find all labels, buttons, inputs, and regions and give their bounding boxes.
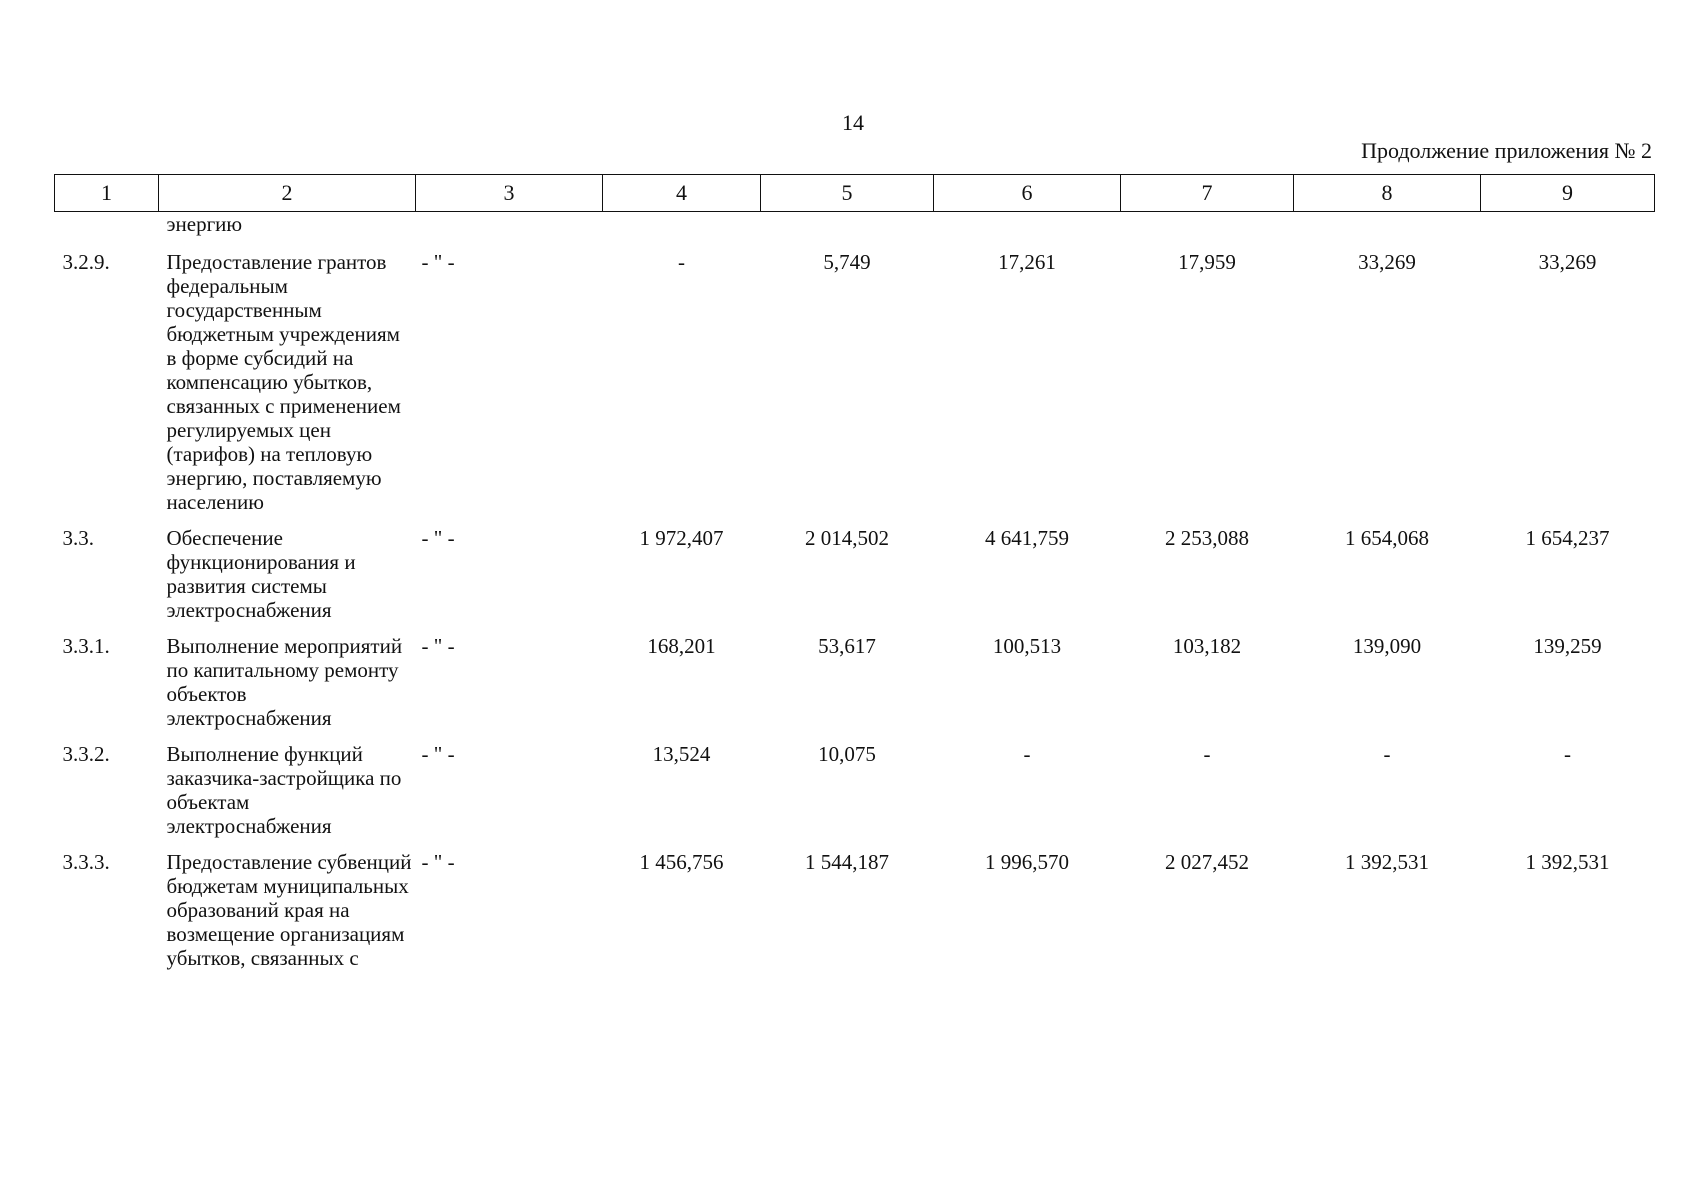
- column-header: 4: [603, 175, 761, 212]
- row-value: 1 392,531: [1525, 850, 1610, 874]
- column-header: 6: [934, 175, 1121, 212]
- row-value: 2 014,502: [805, 526, 889, 550]
- table-row: [55, 742, 1655, 850]
- row-value: -: [1203, 742, 1211, 766]
- column-header: 2: [159, 175, 416, 212]
- row-value: 1 544,187: [805, 850, 889, 874]
- row-value: 1 654,068: [1345, 526, 1429, 550]
- appendix-table: [54, 174, 1655, 982]
- row-code: 3.3.: [62, 526, 94, 550]
- row-unit: - " -: [421, 742, 455, 766]
- continued-text: энергию: [166, 212, 243, 236]
- table-row-continuation: [55, 212, 1655, 251]
- row-value: 53,617: [818, 634, 876, 658]
- table-row: [55, 250, 1655, 526]
- row-name: Предоставление грантов федеральным государственным бюджетным учреждениям в форме субсидий на компенсацию убытков, связанных с применением регулируемых цен (тарифов) на тепловую энергию, поставляемую населению: [166, 250, 401, 514]
- row-value: 13,524: [652, 742, 711, 766]
- table-row: [55, 634, 1655, 742]
- row-value: 1 456,756: [639, 850, 724, 874]
- table-row: [55, 526, 1655, 634]
- column-header: 5: [761, 175, 934, 212]
- row-value: 103,182: [1172, 634, 1242, 658]
- row-value: 139,090: [1352, 634, 1422, 658]
- row-code: 3.2.9.: [62, 250, 110, 274]
- column-header: 9: [1481, 175, 1655, 212]
- row-name: Выполнение мероприятий по капитальному ремонту объектов электроснабжения: [166, 634, 403, 730]
- row-value: 5,749: [823, 250, 871, 274]
- row-value: 2 027,452: [1165, 850, 1249, 874]
- row-unit: - " -: [421, 850, 455, 874]
- row-code: 3.3.2.: [62, 742, 110, 766]
- column-header: 8: [1294, 175, 1481, 212]
- row-unit: - " -: [421, 526, 455, 550]
- table-row: [55, 850, 1655, 982]
- header-row: [55, 175, 1655, 212]
- row-value: 100,513: [992, 634, 1062, 658]
- row-code: 3.3.1.: [62, 634, 110, 658]
- column-header: 1: [55, 175, 159, 212]
- row-value: 17,261: [998, 250, 1056, 274]
- continuation-label: Продолжение приложения № 2: [1361, 138, 1652, 163]
- row-code: 3.3.3.: [62, 850, 110, 874]
- row-value: -: [1383, 742, 1391, 766]
- row-value: 1 392,531: [1345, 850, 1429, 874]
- row-name: Предоставление субвенций бюджетам муниципальных образований края на возмещение организациям убытков, связанных с: [166, 850, 412, 970]
- row-unit: - " -: [421, 634, 455, 658]
- row-value: 168,201: [647, 634, 716, 658]
- column-header: 7: [1121, 175, 1294, 212]
- row-unit: - " -: [421, 250, 455, 274]
- page-number: 14: [842, 110, 864, 135]
- row-value: -: [1564, 742, 1571, 766]
- row-value: 139,259: [1533, 634, 1602, 658]
- row-value: 33,269: [1538, 250, 1597, 274]
- row-value: 1 996,570: [985, 850, 1069, 874]
- row-value: -: [1023, 742, 1031, 766]
- row-value: 2 253,088: [1165, 526, 1249, 550]
- row-value: 1 972,407: [639, 526, 724, 550]
- row-value: 17,959: [1178, 250, 1236, 274]
- row-name: Выполнение функций заказчика-застройщика по объектам электроснабжения: [166, 742, 402, 838]
- row-value: -: [678, 250, 685, 274]
- row-value: 1 654,237: [1525, 526, 1610, 550]
- column-header: 3: [416, 175, 603, 212]
- row-value: 10,075: [818, 742, 876, 766]
- row-name: Обеспечение функционирования и развития системы электроснабжения: [166, 526, 356, 622]
- row-value: 4 641,759: [985, 526, 1069, 550]
- row-value: 33,269: [1358, 250, 1416, 274]
